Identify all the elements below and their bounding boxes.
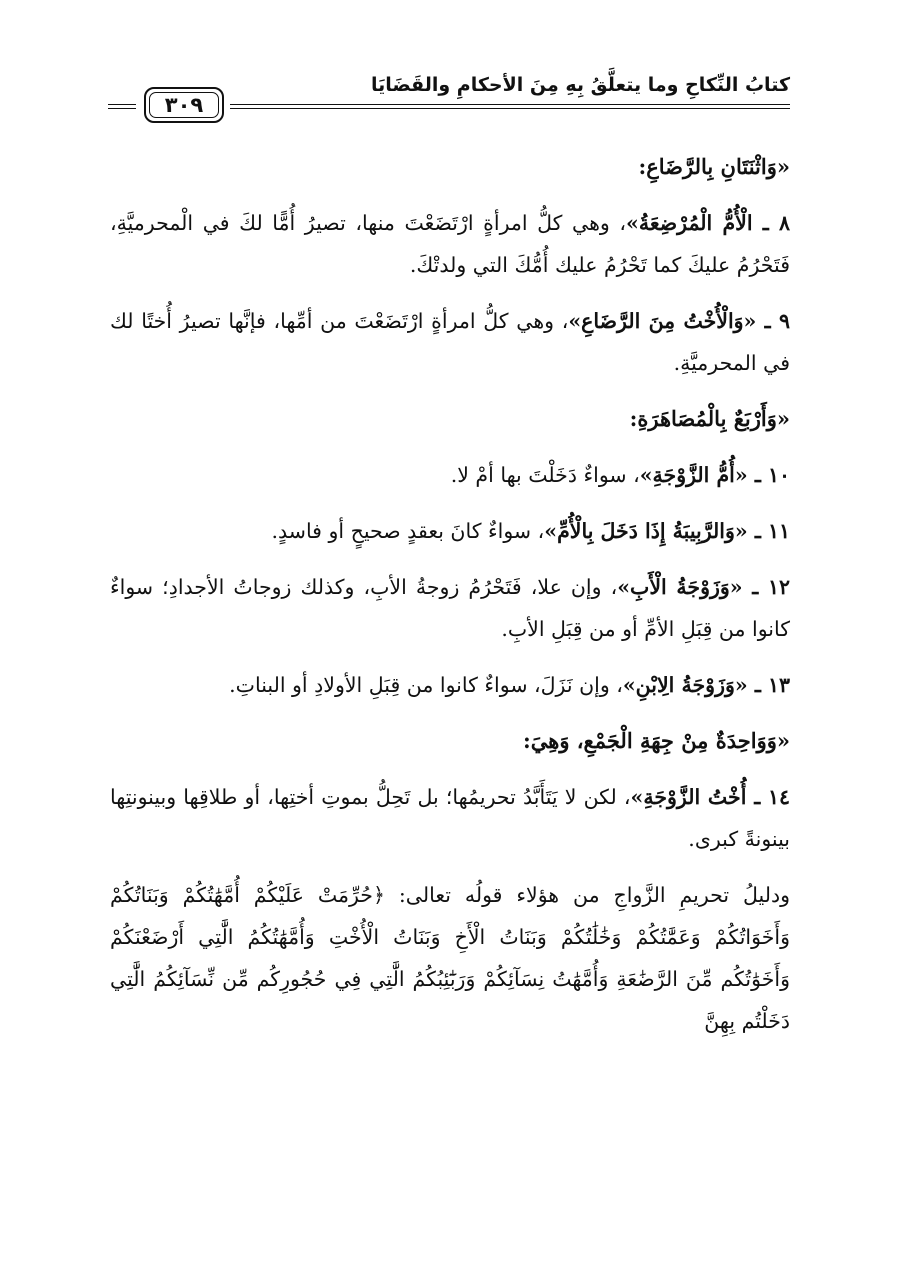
page-number-frame [144, 87, 224, 123]
paragraph-7 [110, 566, 790, 650]
paragraph-5-bold: ١٠ ـ «أُمُّ الزَّوْجَةِ» [639, 463, 790, 487]
paragraph-3 [110, 300, 790, 384]
paragraph-2 [110, 202, 790, 286]
paragraph-1-bold: «وَاثْنَتَانِ بِالرَّضَاعِ: [638, 154, 790, 179]
paragraph-6-text: ، سواءٌ كانَ بعقدٍ صحيحٍ أو فاسدٍ. [271, 519, 545, 543]
paragraph-10-text: ، لكن لا يَتَأَبَّدُ تحريمُها؛ بل تَحِلُّ بموتِ أختِها، أو طلاقِها وبينونتِها بينونةً كبرى. [110, 785, 790, 851]
paragraph-1 [110, 146, 790, 188]
paragraph-2-text: ، وهي كلُّ امرأةٍ ارْتَضَعْتَ منها، تصيرُ أُمًّا لكَ في الْمحرميَّةِ، فَتَحْرُمُ عليكَ كما تَحْرُمُ عليك أُمُّكَ التي ولدتْكَ. [110, 211, 790, 277]
paragraph-10 [110, 776, 790, 860]
page-header [108, 68, 790, 130]
paragraph-8-bold: ١٣ ـ «وَزَوْجَةُ الِابْنِ» [622, 673, 790, 697]
header-rule [230, 104, 790, 109]
paragraph-6-bold: ١١ ـ «وَالرَّبِيبَةُ إِذَا دَخَلَ بِالْأُمِّ» [544, 519, 790, 543]
paragraph-6 [110, 510, 790, 552]
body-text [110, 146, 790, 1056]
paragraph-2-bold: ٨ ـ الْأُمُّ الْمُرْضِعَةُ» [626, 211, 790, 235]
paragraph-7-text: ، وإن علا، فَتَحْرُمُ زوجةُ الأبِ، وكذلك زوجاتُ الأجدادِ؛ سواءٌ كانوا من قِبَلِ الأمِّ أو من قِبَلِ الأبِ. [110, 575, 790, 641]
paragraph-3-text: ، وهي كلُّ امرأةٍ ارْتَضَعْتَ من أمِّها، فإنَّها تصيرُ أُختًا لك في المحرميَّةِ. [110, 309, 790, 375]
paragraph-10-bold: ١٤ ـ أُخْتُ الزَّوْجَةِ» [630, 785, 790, 809]
paragraph-5-text: ، سواءٌ دَخَلْتَ بها أمْ لا. [450, 463, 640, 487]
paragraph-5 [110, 454, 790, 496]
running-title: كتابُ النِّكاحِ وما يتعلَّقُ بِهِ مِنَ الأحكامِ والقَضَايَا [370, 74, 790, 96]
paragraph-11 [110, 874, 790, 1042]
paragraph-3-bold: ٩ ـ «وَالْأُخْتُ مِنَ الرَّضَاعِ» [568, 309, 790, 333]
paragraph-4 [110, 398, 790, 440]
paragraph-9-bold: «وَوَاحِدَةٌ مِنْ جِهَةِ الْجَمْعِ، وَهِيَ: [522, 728, 790, 753]
header-rule-left [108, 104, 136, 109]
paragraph-4-bold: «وَأَرْبَعٌ بِالْمُصَاهَرَةِ: [629, 406, 790, 431]
paragraph-8-text: ، وإن نَزَلَ، سواءٌ كانوا من قِبَلِ الأولادِ أو البناتِ. [229, 673, 623, 697]
page-number: ٣٠٩ [164, 93, 204, 117]
paragraph-9 [110, 720, 790, 762]
paragraph-7-bold: ١٢ ـ «وَزَوْجَةُ الْأَبِ» [617, 575, 791, 599]
paragraph-11-text: ودليلُ تحريمِ الزَّواجِ من هؤلاء قولُه تعالى: ﴿حُرِّمَتْ عَلَيْكُمْ أُمَّهَٰتُكُمْ وَبَنَاتُكُمْ وَأَخَوَاتُكُمْ وَعَمَّٰتُكُمْ وَخَٰلَٰتُكُمْ وَبَنَاتُ الْأَخِ وَبَنَاتُ الْأُخْتِ وَأُمَّهَٰتُكُمُ الَّٰتِي أَرْضَعْنَكُمْ وَأَخَوَٰتُكُم مِّنَ الرَّضَٰعَةِ وَأُمَّهَٰتُ نِسَآئِكُمْ وَرَبَٰٓئِبُكُمُ الَّٰتِي فِي حُجُورِكُم مِّن نِّسَآئِكُمُ الَّٰتِي دَخَلْتُم بِهِنَّ [110, 883, 790, 1033]
paragraph-8 [110, 664, 790, 706]
